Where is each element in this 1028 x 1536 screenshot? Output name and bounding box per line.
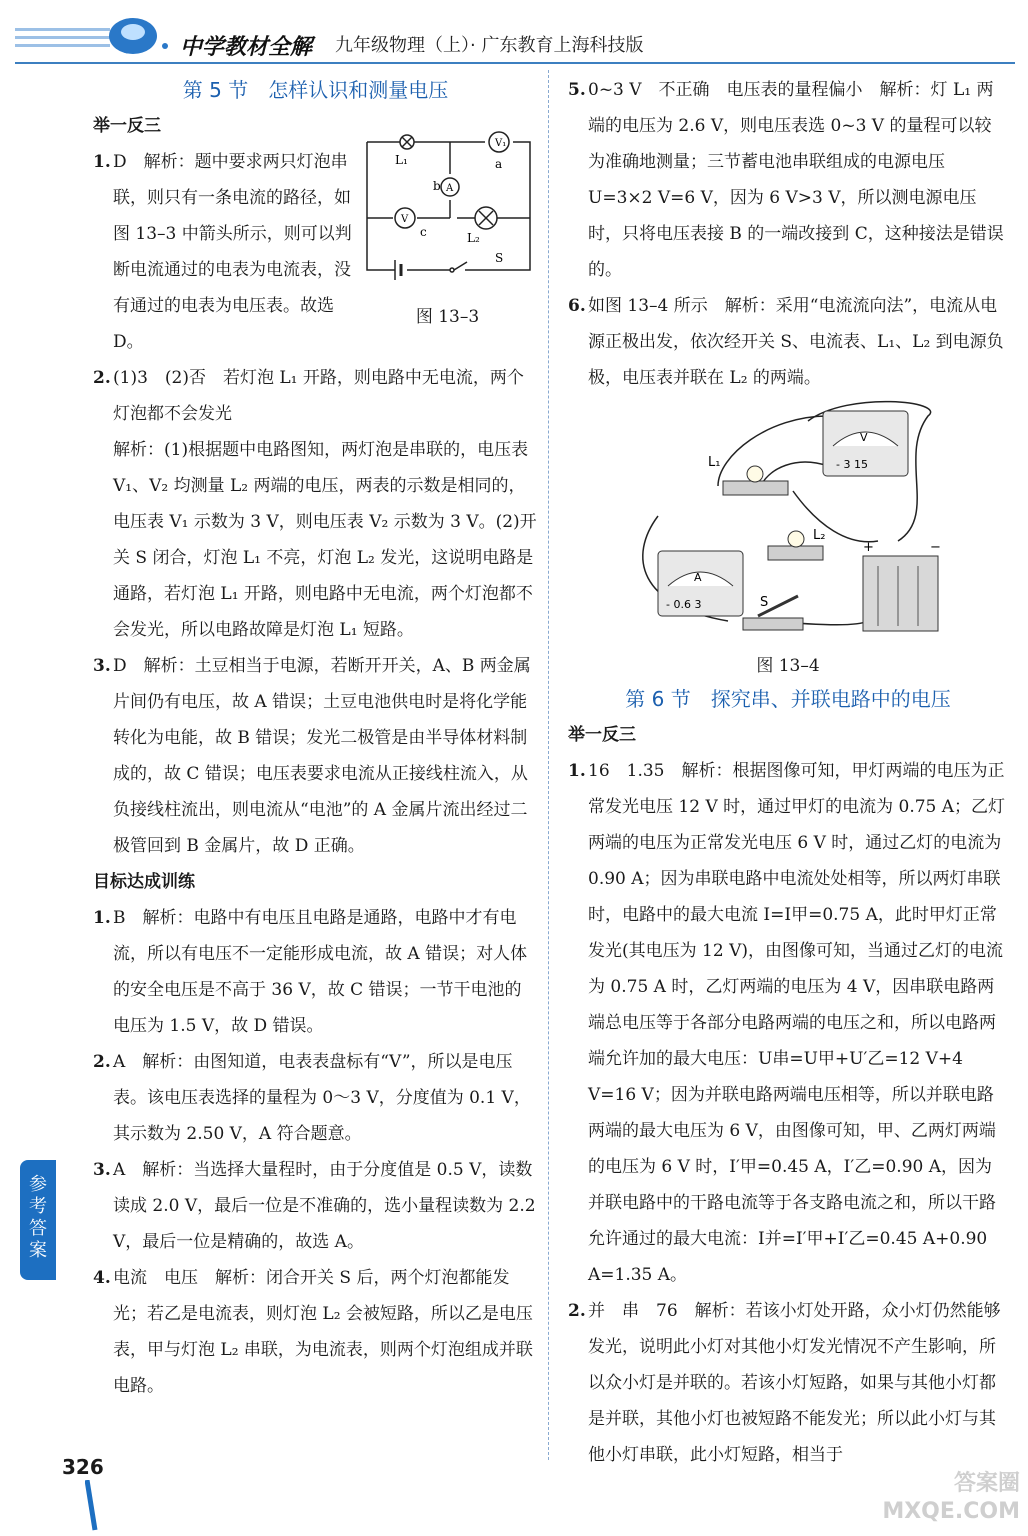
item-text: 0~3 V 不正确 电压表的量程偏小 解析：灯 L₁ 两端的电压为 2.6 V，则电压表选 0~3 V 的量程可以较为准确地测量；三节蓄电池串联组成的电源电压 U=3×2 V=6 V，因为 6 V>3 V，所以测电源电压时，只将电压表接 B 的一端改接到 C，这种接法是错误的。 bbox=[588, 80, 1004, 280]
item-text: 如图 13–4 所示 解析：采用“电流流向法”，电流从电源正极出发，依次经开关 S、电流表、L₁、L₂ 到电源负极，电压表并联在 L₂ 的两端。 bbox=[588, 296, 1004, 388]
answer-item bbox=[568, 753, 1008, 1293]
label-L2: L₂ bbox=[467, 231, 480, 245]
item-number: 2. bbox=[568, 1301, 586, 1321]
label-L2: L₂ bbox=[813, 528, 826, 543]
page-corner-mark-icon bbox=[85, 1480, 105, 1536]
item-number: 4. bbox=[93, 1268, 111, 1288]
item-text: D 解析：题中要求两只灯泡串联，则只有一条电流的路径，如图 13–3 中箭头所示，则可以判断电流通过的电表为电流表，没有通过的电表为电压表。故选 D。 bbox=[113, 152, 352, 352]
subheading-practice: 举一反三 bbox=[568, 725, 636, 745]
label-V1: V₁ bbox=[495, 138, 507, 149]
item-text: 电流 电压 解析：闭合开关 S 后，两个灯泡都能发光；若乙是电流表，则灯泡 L₂ 会被短路，所以乙是电压表，甲与灯泡 L₂ 串联，为电流表，则两个灯泡组成并联电路。 bbox=[113, 1268, 533, 1396]
label-b: b bbox=[433, 179, 441, 193]
answer-item bbox=[568, 1293, 1008, 1473]
meter-A-scale: - 0.6 3 bbox=[666, 598, 702, 611]
book-title: 中学教材全解 bbox=[180, 35, 313, 60]
item-number: 3. bbox=[93, 1160, 111, 1180]
side-tab-answers bbox=[20, 1160, 56, 1280]
circuit-diagram bbox=[355, 130, 540, 290]
svg-text:−: − bbox=[930, 540, 941, 555]
answer-item bbox=[93, 1152, 538, 1260]
page-number: 326 bbox=[62, 1455, 104, 1479]
section-title-6: 第 6 节 探究串、并联电路中的电压 bbox=[625, 687, 951, 711]
right-column bbox=[568, 72, 1008, 1473]
book-logo-icon bbox=[15, 10, 175, 60]
item-number: 3. bbox=[93, 656, 111, 676]
label-S: S bbox=[495, 251, 504, 265]
item-number: 2. bbox=[93, 368, 111, 388]
item-number: 6. bbox=[568, 296, 586, 316]
page-header bbox=[0, 0, 1028, 70]
item-text: 解析：(1)根据题中电路图知，两灯泡是串联的，电压表 V₁、V₂ 均测量 L₂ 两端的电压，两表的示数是相同的，电压表 V₁ 示数为 3 V，则电压表 V₂ 示数为 3 V。(2)开关 S 闭合，灯泡 L₁ 不亮，灯泡 L₂ 发光，这说明电路是通路，若灯泡 L₁ 开路，则电路中无电流，两个灯泡都不会发光，所以电路故障是灯泡 L₁ 短路。 bbox=[113, 440, 537, 640]
subheading-training: 目标达成训练 bbox=[93, 872, 195, 892]
answer-item bbox=[93, 648, 538, 864]
figure-13-3 bbox=[355, 130, 540, 330]
figure-caption: 图 13–3 bbox=[415, 307, 480, 327]
svg-text:+: + bbox=[863, 540, 874, 555]
item-number: 2. bbox=[93, 1052, 111, 1072]
item-text: 16 1.35 解析：根据图像可知，甲灯两端的电压为正常发光电压 12 V 时，通过甲灯的电流为 0.75 A；乙灯两端的电压为正常发光电压 6 V 时，通过乙灯的电流为 0.90 A；因为串联电路中电流处处相等，所以两灯串联时，电路中的最大电流 I=I甲=0.75 A，此时甲灯正常发光(其电压为 12 V)，由图像可知，当通过乙灯的电流为 0.75 A 时，乙灯两端的电压为 4 V，因串联电路两端总电压等于各部分电路两端的电压之和，所以电路两端允许加的最大电压：U串=U甲+U′乙=12 V+4 V=16 V；因为并联电路两端电压相等，所以并联电路两端的最大电压为 6 V，由图像可知，甲、乙两灯两端的电压为 6 V 时，I′甲=0.45 A，I′乙=0.90 A，因为并联电路中的干路电流等于各支路电流之和，所以干路允许通过的最大电流：I并=I′甲+I′乙=0.45 A+0.90 A=1.35 A。 bbox=[588, 761, 1006, 1285]
item-number: 1. bbox=[93, 152, 111, 172]
answer-item bbox=[93, 360, 538, 648]
side-tab-label: 参考答案 bbox=[29, 1174, 47, 1261]
meter-V-label: V bbox=[860, 431, 868, 444]
item-text: A 解析：由图知道，电表表盘标有“V”，所以是电压表。该电压表选择的量程为 0～3 V，分度值为 0.1 V，其示数为 2.50 V，A 符合题意。 bbox=[113, 1052, 531, 1144]
header-rule bbox=[15, 62, 1015, 64]
item-number: 5. bbox=[568, 80, 586, 100]
meter-V-scale: - 3 15 bbox=[836, 458, 868, 471]
item-text: B 解析：电路中有电压且电路是通路，电路中才有电流，所以有电压不一定能形成电流，故 A 错误；对人体的安全电压是不高于 36 V，故 C 错误；一节干电池的电压为 1.5 V，故 D 错误。 bbox=[113, 908, 528, 1036]
column-divider bbox=[548, 70, 550, 1460]
book-subtitle: 九年级物理（上）· 广东教育上海科技版 bbox=[335, 35, 644, 56]
item-number: 1. bbox=[93, 908, 111, 928]
subheading-practice: 举一反三 bbox=[93, 116, 161, 136]
answer-item bbox=[93, 1044, 538, 1152]
item-text: A 解析：当选择大量程时，由于分度值是 0.5 V，读数读成 2.0 V，最后一位是不准确的，选小量程读数为 2.2 V，最后一位是精确的，故选 A。 bbox=[113, 1160, 536, 1252]
answer-item bbox=[568, 72, 1008, 288]
label-c: c bbox=[420, 225, 427, 239]
label-V: V bbox=[401, 214, 409, 225]
label-L1: L₁ bbox=[395, 153, 408, 167]
section-title-5: 第 5 节 怎样认识和测量电压 bbox=[182, 78, 449, 102]
label-L1: L₁ bbox=[708, 455, 721, 470]
answer-item bbox=[93, 1260, 538, 1404]
label-a: a bbox=[495, 157, 503, 171]
answer-item bbox=[93, 900, 538, 1044]
answer-item bbox=[93, 144, 353, 360]
item-text: 并 串 76 解析：若该小灯处开路，众小灯仍然能够发光，说明此小灯对其他小灯发光情况不产生影响，所以众小灯是并联的。若该小灯短路，如果与其他小灯都是并联，其他小灯也被短路不能发光；所以此小灯与其他小灯串联，此小灯短路，相当于 bbox=[588, 1301, 1001, 1465]
item-text: D 解析：土豆相当于电源，若断开开关，A、B 两金属片间仍有电压，故 A 错误；土豆电池供电时是将化学能转化为电能，故 B 错误；发光二极管是由半导体材料制成的，故 C 错误；电压表要求电流从正接线柱流入，从负接线柱流出，则电流从“电池”的 A 金属片流出经过二极管回到 B 金属片，故 D 正确。 bbox=[113, 656, 531, 856]
figure-caption: 图 13–4 bbox=[756, 656, 820, 676]
item-number: 1. bbox=[568, 761, 586, 781]
watermark: 答案圈 MXQE.COM bbox=[882, 1471, 1020, 1524]
figure-13-4 bbox=[568, 396, 1008, 681]
label-S: S bbox=[760, 595, 769, 610]
meter-A-label: A bbox=[694, 571, 702, 584]
label-A: A bbox=[446, 183, 454, 194]
answer-item bbox=[568, 288, 1008, 396]
circuit-photo-illustration bbox=[568, 396, 1008, 651]
item-answer: (1)3 (2)否 若灯泡 L₁ 开路，则电路中无电流，两个灯泡都不会发光 bbox=[113, 368, 524, 424]
